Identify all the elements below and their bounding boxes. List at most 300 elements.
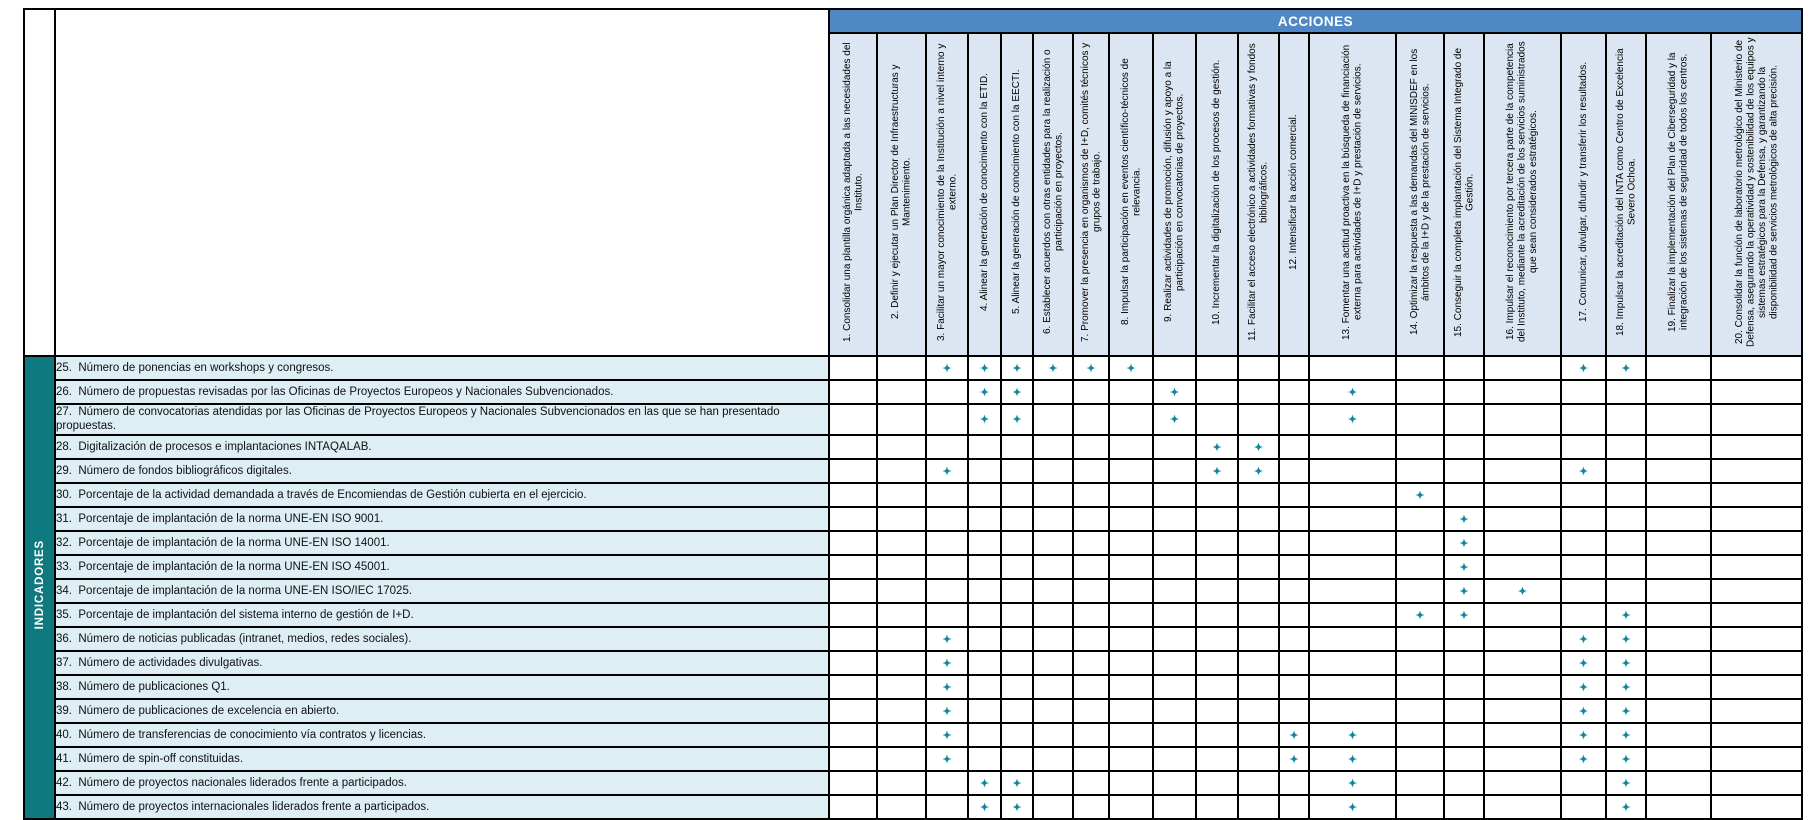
cell-29-8 xyxy=(1109,459,1153,483)
indicator-label-32: 32. Porcentaje de implantación de la norma UNE-EN ISO 14001. xyxy=(55,531,829,555)
cell-40-19 xyxy=(1646,723,1711,747)
spacer-top-sidebar xyxy=(24,9,55,356)
indicadores-sidebar-label: INDICADORES xyxy=(33,540,46,630)
cell-33-20 xyxy=(1711,555,1802,579)
cell-31-20 xyxy=(1711,507,1802,531)
cell-34-18 xyxy=(1606,579,1646,603)
cell-26-19 xyxy=(1646,380,1711,404)
action-header-4 xyxy=(968,33,1001,356)
action-header-11 xyxy=(1238,33,1279,356)
cell-26-14 xyxy=(1396,380,1444,404)
cell-33-5 xyxy=(1001,555,1033,579)
action-header-16 xyxy=(1484,33,1561,356)
cell-42-13 xyxy=(1309,771,1396,795)
cell-42-4 xyxy=(968,771,1001,795)
plus-mark: ✦ xyxy=(1012,777,1022,790)
plus-mark: ✦ xyxy=(1578,363,1589,375)
cell-34-13 xyxy=(1309,579,1396,603)
action-header-label: 10. Incrementar la digitalización de los procesos de gestión. xyxy=(1211,59,1223,325)
cell-40-4 xyxy=(968,723,1001,747)
plus-mark: ✦ xyxy=(1517,585,1528,598)
cell-27-12 xyxy=(1279,404,1309,435)
cell-36-7 xyxy=(1073,627,1109,651)
cell-27-5 xyxy=(1001,404,1033,435)
cell-40-13 xyxy=(1309,723,1396,747)
action-header-label: 8. Impulsar la participación en eventos científico-técnicos de relevancia. xyxy=(1119,58,1142,326)
cell-27-14 xyxy=(1396,404,1444,435)
cell-27-8 xyxy=(1109,404,1153,435)
table-row xyxy=(24,651,1802,675)
plus-mark: ✦ xyxy=(942,657,952,670)
cell-42-18 xyxy=(1606,771,1646,795)
cell-30-8 xyxy=(1109,483,1153,507)
cell-25-7 xyxy=(1073,356,1109,380)
cell-40-7 xyxy=(1073,723,1109,747)
cell-40-6 xyxy=(1033,723,1073,747)
cell-35-11 xyxy=(1238,603,1279,627)
cell-36-14 xyxy=(1396,627,1444,651)
cell-35-13 xyxy=(1309,603,1396,627)
cell-35-6 xyxy=(1033,603,1073,627)
plus-mark: ✦ xyxy=(1347,801,1358,814)
plus-mark: ✦ xyxy=(1289,729,1299,742)
cell-31-3 xyxy=(926,507,968,531)
cell-31-9 xyxy=(1153,507,1196,531)
cell-37-9 xyxy=(1153,651,1196,675)
cell-31-16 xyxy=(1484,507,1561,531)
cell-27-17 xyxy=(1561,404,1606,435)
indicator-label-28: 28. Digitalización de procesos e implantaciones INTAQALAB. xyxy=(55,435,829,459)
cell-39-5 xyxy=(1001,699,1033,723)
cell-42-14 xyxy=(1396,771,1444,795)
cell-42-12 xyxy=(1279,771,1309,795)
indicator-label-36: 36. Número de noticias publicadas (intranet, medios, redes sociales). xyxy=(55,627,829,651)
cell-32-9 xyxy=(1153,531,1196,555)
cell-28-20 xyxy=(1711,435,1802,459)
cell-39-20 xyxy=(1711,699,1802,723)
cell-39-4 xyxy=(968,699,1001,723)
cell-42-1 xyxy=(829,771,877,795)
cell-31-13 xyxy=(1309,507,1396,531)
plus-mark: ✦ xyxy=(979,363,990,375)
cell-39-3 xyxy=(926,699,968,723)
cell-28-9 xyxy=(1153,435,1196,459)
cell-41-2 xyxy=(877,747,926,771)
cell-26-13 xyxy=(1309,380,1396,404)
cell-27-1 xyxy=(829,404,877,435)
cell-37-6 xyxy=(1033,651,1073,675)
cell-36-3 xyxy=(926,627,968,651)
cell-30-19 xyxy=(1646,483,1711,507)
cell-35-18 xyxy=(1606,603,1646,627)
cell-41-3 xyxy=(926,747,968,771)
cell-33-1 xyxy=(829,555,877,579)
cell-30-3 xyxy=(926,483,968,507)
cell-40-8 xyxy=(1109,723,1153,747)
cell-36-10 xyxy=(1196,627,1238,651)
cell-37-11 xyxy=(1238,651,1279,675)
cell-42-16 xyxy=(1484,771,1561,795)
cell-41-1 xyxy=(829,747,877,771)
indicator-label-40: 40. Número de transferencias de conocimiento vía contratos y licencias. xyxy=(55,723,829,747)
cell-32-3 xyxy=(926,531,968,555)
cell-33-8 xyxy=(1109,555,1153,579)
cell-30-14 xyxy=(1396,483,1444,507)
action-header-label: 18. Impulsar la acreditación del INTA como Centro de Excelencia Severo Ochoa. xyxy=(1614,48,1637,336)
cell-29-11 xyxy=(1238,459,1279,483)
cell-29-2 xyxy=(877,459,926,483)
cell-27-19 xyxy=(1646,404,1711,435)
cell-26-17 xyxy=(1561,380,1606,404)
cell-35-14 xyxy=(1396,603,1444,627)
plus-mark: ✦ xyxy=(1578,681,1589,694)
action-header-label: 1. Consolidar una plantilla orgánica adaptada a las necesidades del Instituto. xyxy=(841,42,864,342)
action-header-13 xyxy=(1309,33,1396,356)
cell-28-5 xyxy=(1001,435,1033,459)
cell-41-5 xyxy=(1001,747,1033,771)
plus-mark: ✦ xyxy=(1621,609,1631,622)
cell-40-11 xyxy=(1238,723,1279,747)
cell-41-4 xyxy=(968,747,1001,771)
cell-27-6 xyxy=(1033,404,1073,435)
cell-32-7 xyxy=(1073,531,1109,555)
cell-41-16 xyxy=(1484,747,1561,771)
cell-30-11 xyxy=(1238,483,1279,507)
cell-43-6 xyxy=(1033,795,1073,819)
cell-39-7 xyxy=(1073,699,1109,723)
cell-37-3 xyxy=(926,651,968,675)
table-row xyxy=(24,675,1802,699)
cell-43-15 xyxy=(1444,795,1484,819)
cell-34-15 xyxy=(1444,579,1484,603)
cell-36-16 xyxy=(1484,627,1561,651)
cell-35-3 xyxy=(926,603,968,627)
cell-40-9 xyxy=(1153,723,1196,747)
indicator-label-25: 25. Número de ponencias en workshops y congresos. xyxy=(55,356,829,380)
indicator-label-27: 27. Número de convocatorias atendidas por las Oficinas de Proyectos Europeos y Nacionales Subvencionados en las que se han presentado propuestas. xyxy=(55,404,829,435)
spacer-top-labels xyxy=(55,9,829,356)
cell-33-14 xyxy=(1396,555,1444,579)
cell-35-7 xyxy=(1073,603,1109,627)
cell-33-4 xyxy=(968,555,1001,579)
plus-mark: ✦ xyxy=(1012,363,1022,375)
cell-37-7 xyxy=(1073,651,1109,675)
cell-37-5 xyxy=(1001,651,1033,675)
cell-26-10 xyxy=(1196,380,1238,404)
cell-38-3 xyxy=(926,675,968,699)
plus-mark: ✦ xyxy=(942,753,952,766)
cell-25-6 xyxy=(1033,356,1073,380)
cell-37-14 xyxy=(1396,651,1444,675)
indicator-label-30: 30. Porcentaje de la actividad demandada a través de Encomiendas de Gestión cubierta en el ejercicio. xyxy=(55,483,829,507)
cell-27-18 xyxy=(1606,404,1646,435)
cell-43-13 xyxy=(1309,795,1396,819)
cell-28-10 xyxy=(1196,435,1238,459)
cell-38-10 xyxy=(1196,675,1238,699)
cell-37-1 xyxy=(829,651,877,675)
action-header-18 xyxy=(1606,33,1646,356)
cell-32-15 xyxy=(1444,531,1484,555)
cell-29-14 xyxy=(1396,459,1444,483)
plus-mark: ✦ xyxy=(1012,801,1022,814)
cell-34-10 xyxy=(1196,579,1238,603)
action-header-label: 20. Consolidar la función de laboratorio metrológico del Ministerio de Defensa, asegurando la operatividad y sostenibilidad de los equipos y sistemas estratégicos para la Defensa, y garantizando la disponibilidad de servicios metrológicos de alta precisión. xyxy=(1733,37,1779,347)
cell-33-18 xyxy=(1606,555,1646,579)
cell-30-2 xyxy=(877,483,926,507)
cell-42-10 xyxy=(1196,771,1238,795)
cell-37-20 xyxy=(1711,651,1802,675)
cell-26-4 xyxy=(968,380,1001,404)
cell-38-18 xyxy=(1606,675,1646,699)
plus-mark: ✦ xyxy=(1578,705,1589,718)
plus-mark: ✦ xyxy=(1459,513,1469,526)
cell-25-8 xyxy=(1109,356,1153,380)
action-header-label: 19. Finalizar la implementación del Plan de Ciberseguridad y la integración de los sistemas de seguridad de todos los centros. xyxy=(1667,52,1690,332)
cell-36-19 xyxy=(1646,627,1711,651)
cell-35-10 xyxy=(1196,603,1238,627)
plus-mark: ✦ xyxy=(1212,441,1222,454)
action-header-20 xyxy=(1711,33,1802,356)
cell-27-20 xyxy=(1711,404,1802,435)
indicator-rows xyxy=(24,356,1802,819)
cell-38-16 xyxy=(1484,675,1561,699)
cell-42-5 xyxy=(1001,771,1033,795)
table-row xyxy=(24,356,1802,380)
cell-36-5 xyxy=(1001,627,1033,651)
plus-mark: ✦ xyxy=(979,414,990,427)
cell-25-3 xyxy=(926,356,968,380)
action-header-label: 15. Conseguir la completa implantación del Sistema Integrado de Gestión. xyxy=(1452,47,1475,337)
cell-39-19 xyxy=(1646,699,1711,723)
plus-mark: ✦ xyxy=(1621,801,1631,814)
cell-39-10 xyxy=(1196,699,1238,723)
cell-25-5 xyxy=(1001,356,1033,380)
plus-mark: ✦ xyxy=(979,777,990,790)
cell-43-2 xyxy=(877,795,926,819)
plus-mark: ✦ xyxy=(1578,729,1589,742)
cell-33-15 xyxy=(1444,555,1484,579)
cell-43-16 xyxy=(1484,795,1561,819)
plus-mark: ✦ xyxy=(1459,561,1469,574)
action-header-15 xyxy=(1444,33,1484,356)
cell-33-13 xyxy=(1309,555,1396,579)
cell-29-13 xyxy=(1309,459,1396,483)
cell-32-12 xyxy=(1279,531,1309,555)
cell-38-6 xyxy=(1033,675,1073,699)
cell-31-18 xyxy=(1606,507,1646,531)
cell-28-16 xyxy=(1484,435,1561,459)
plus-mark: ✦ xyxy=(1621,729,1631,742)
cell-32-10 xyxy=(1196,531,1238,555)
cell-38-12 xyxy=(1279,675,1309,699)
cell-38-7 xyxy=(1073,675,1109,699)
plus-mark: ✦ xyxy=(1621,363,1631,375)
cell-28-18 xyxy=(1606,435,1646,459)
cell-28-13 xyxy=(1309,435,1396,459)
cell-38-15 xyxy=(1444,675,1484,699)
cell-29-20 xyxy=(1711,459,1802,483)
cell-30-4 xyxy=(968,483,1001,507)
cell-41-12 xyxy=(1279,747,1309,771)
cell-29-16 xyxy=(1484,459,1561,483)
plus-mark: ✦ xyxy=(1126,363,1136,375)
cell-37-15 xyxy=(1444,651,1484,675)
cell-25-16 xyxy=(1484,356,1561,380)
cell-26-12 xyxy=(1279,380,1309,404)
cell-38-14 xyxy=(1396,675,1444,699)
plus-mark: ✦ xyxy=(1578,753,1589,766)
cell-30-5 xyxy=(1001,483,1033,507)
plus-mark: ✦ xyxy=(1169,414,1180,427)
cell-26-9 xyxy=(1153,380,1196,404)
cell-32-18 xyxy=(1606,531,1646,555)
cell-37-19 xyxy=(1646,651,1711,675)
cell-34-11 xyxy=(1238,579,1279,603)
cell-37-4 xyxy=(968,651,1001,675)
cell-40-14 xyxy=(1396,723,1444,747)
action-header-2 xyxy=(877,33,926,356)
cell-34-6 xyxy=(1033,579,1073,603)
cell-25-18 xyxy=(1606,356,1646,380)
cell-34-8 xyxy=(1109,579,1153,603)
cell-36-15 xyxy=(1444,627,1484,651)
cell-40-3 xyxy=(926,723,968,747)
indicator-label-29: 29. Número de fondos bibliográficos digitales. xyxy=(55,459,829,483)
cell-43-12 xyxy=(1279,795,1309,819)
cell-42-11 xyxy=(1238,771,1279,795)
cell-43-1 xyxy=(829,795,877,819)
cell-31-8 xyxy=(1109,507,1153,531)
action-header-12 xyxy=(1279,33,1309,356)
table-row xyxy=(24,435,1802,459)
cell-38-11 xyxy=(1238,675,1279,699)
cell-31-6 xyxy=(1033,507,1073,531)
plus-mark: ✦ xyxy=(1415,609,1425,622)
cell-34-16 xyxy=(1484,579,1561,603)
cell-40-17 xyxy=(1561,723,1606,747)
cell-27-7 xyxy=(1073,404,1109,435)
cell-31-19 xyxy=(1646,507,1711,531)
cell-25-20 xyxy=(1711,356,1802,380)
action-header-label: 4. Alinear la generación de conocimiento con la ETID. xyxy=(978,73,990,311)
cell-29-15 xyxy=(1444,459,1484,483)
action-header-8 xyxy=(1109,33,1153,356)
cell-38-17 xyxy=(1561,675,1606,699)
cell-42-20 xyxy=(1711,771,1802,795)
cell-39-1 xyxy=(829,699,877,723)
cell-43-4 xyxy=(968,795,1001,819)
action-header-label: 5. Alinear la generación de conocimiento con la EECTI. xyxy=(1011,69,1023,315)
cell-39-6 xyxy=(1033,699,1073,723)
cell-39-11 xyxy=(1238,699,1279,723)
cell-33-3 xyxy=(926,555,968,579)
cell-38-20 xyxy=(1711,675,1802,699)
plus-mark: ✦ xyxy=(1012,387,1022,399)
cell-30-20 xyxy=(1711,483,1802,507)
cell-31-11 xyxy=(1238,507,1279,531)
cell-33-11 xyxy=(1238,555,1279,579)
cell-36-9 xyxy=(1153,627,1196,651)
cell-36-11 xyxy=(1238,627,1279,651)
cell-28-4 xyxy=(968,435,1001,459)
cell-29-9 xyxy=(1153,459,1196,483)
cell-40-1 xyxy=(829,723,877,747)
plus-mark: ✦ xyxy=(1621,777,1631,790)
cell-36-20 xyxy=(1711,627,1802,651)
table-row xyxy=(24,627,1802,651)
cell-39-2 xyxy=(877,699,926,723)
cell-43-11 xyxy=(1238,795,1279,819)
cell-29-12 xyxy=(1279,459,1309,483)
cell-43-9 xyxy=(1153,795,1196,819)
plus-mark: ✦ xyxy=(1578,657,1589,670)
cell-26-7 xyxy=(1073,380,1109,404)
action-header-label: 13. Fomentar una actitud proactiva en la búsqueda de financiación externa para actividades de I+D y prestación de servicios. xyxy=(1341,44,1364,340)
cell-32-13 xyxy=(1309,531,1396,555)
plus-mark: ✦ xyxy=(942,633,952,646)
cell-36-13 xyxy=(1309,627,1396,651)
table-row xyxy=(24,699,1802,723)
cell-37-2 xyxy=(877,651,926,675)
cell-32-19 xyxy=(1646,531,1711,555)
action-header-label: 17. Comunicar, divulgar, difundir y transferir los resultados. xyxy=(1577,61,1589,323)
plus-mark: ✦ xyxy=(1086,363,1096,375)
cell-28-3 xyxy=(926,435,968,459)
cell-32-1 xyxy=(829,531,877,555)
cell-31-4 xyxy=(968,507,1001,531)
cell-26-6 xyxy=(1033,380,1073,404)
table-row xyxy=(24,380,1802,404)
cell-42-9 xyxy=(1153,771,1196,795)
cell-32-17 xyxy=(1561,531,1606,555)
cell-35-15 xyxy=(1444,603,1484,627)
cell-33-10 xyxy=(1196,555,1238,579)
cell-36-8 xyxy=(1109,627,1153,651)
cell-42-3 xyxy=(926,771,968,795)
cell-26-15 xyxy=(1444,380,1484,404)
indicator-label-31: 31. Porcentaje de implantación de la norma UNE-EN ISO 9001. xyxy=(55,507,829,531)
cell-28-2 xyxy=(877,435,926,459)
plus-mark: ✦ xyxy=(942,729,952,742)
cell-34-3 xyxy=(926,579,968,603)
cell-40-16 xyxy=(1484,723,1561,747)
cell-32-5 xyxy=(1001,531,1033,555)
indicator-label-41: 41. Número de spin-off constituidas. xyxy=(55,747,829,771)
cell-31-5 xyxy=(1001,507,1033,531)
cell-38-13 xyxy=(1309,675,1396,699)
cell-38-5 xyxy=(1001,675,1033,699)
cell-31-17 xyxy=(1561,507,1606,531)
acciones-title: ACCIONES xyxy=(829,9,1802,33)
cell-31-1 xyxy=(829,507,877,531)
cell-25-15 xyxy=(1444,356,1484,380)
cell-43-14 xyxy=(1396,795,1444,819)
cell-31-10 xyxy=(1196,507,1238,531)
action-header-19 xyxy=(1646,33,1711,356)
plus-mark: ✦ xyxy=(1621,753,1631,766)
table-row xyxy=(24,603,1802,627)
cell-25-19 xyxy=(1646,356,1711,380)
cell-35-12 xyxy=(1279,603,1309,627)
cell-32-16 xyxy=(1484,531,1561,555)
cell-28-7 xyxy=(1073,435,1109,459)
cell-41-7 xyxy=(1073,747,1109,771)
cell-29-10 xyxy=(1196,459,1238,483)
plus-mark: ✦ xyxy=(1459,537,1469,550)
cell-38-9 xyxy=(1153,675,1196,699)
plus-mark: ✦ xyxy=(1578,465,1589,478)
cell-32-14 xyxy=(1396,531,1444,555)
